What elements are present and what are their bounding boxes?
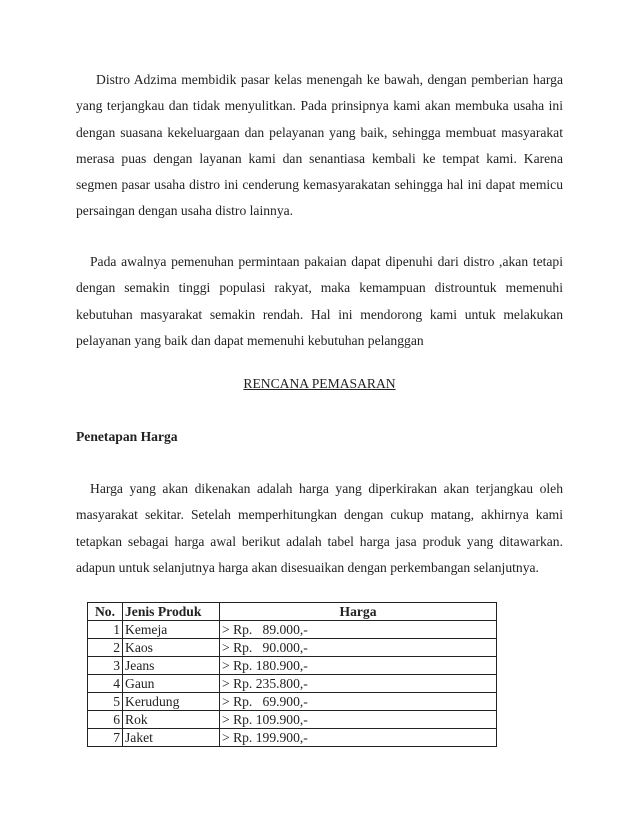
row-no: 1 — [88, 621, 123, 639]
row-price: > Rp. 180.900,- — [220, 657, 497, 675]
row-product: Jeans — [123, 657, 220, 675]
row-product: Kemeja — [123, 621, 220, 639]
row-product: Jaket — [123, 729, 220, 747]
pricing-section-heading: Penetapan Harga — [76, 429, 178, 444]
price-table — [87, 602, 497, 747]
price-table-header-row — [88, 603, 497, 621]
table-row — [88, 711, 497, 729]
row-no: 2 — [88, 639, 123, 657]
row-no: 7 — [88, 729, 123, 747]
paragraph-pricing — [76, 476, 563, 581]
row-price: > Rp. 109.900,- — [220, 711, 497, 729]
row-price: > Rp. 89.000,- — [220, 621, 497, 639]
paragraph-demand — [76, 249, 563, 354]
row-price: > Rp. 235.800,- — [220, 675, 497, 693]
table-row — [88, 729, 497, 747]
row-product: Gaun — [123, 675, 220, 693]
row-price: > Rp. 69.900,- — [220, 693, 497, 711]
marketing-plan-heading: RENCANA PEMASARAN — [243, 376, 396, 391]
row-price: > Rp. 90.000,- — [220, 639, 497, 657]
table-row — [88, 657, 497, 675]
table-row — [88, 621, 497, 639]
row-no: 5 — [88, 693, 123, 711]
row-no: 3 — [88, 657, 123, 675]
row-price: > Rp. 199.900,- — [220, 729, 497, 747]
row-product: Kaos — [123, 639, 220, 657]
paragraph-pricing-text: Harga yang akan dikenakan adalah harga yang diperkirakan akan terjangkau oleh masyarakat sekitar. Setelah memperhitungkan dengan cukup matang, akhirnya kami tetapkan sebagai harga awal berikut adalah tabel harga jasa produk yang ditawarkan. adapun untuk selanjutnya harga akan disesuaikan dengan perkembangan selanjutnya. — [76, 481, 563, 575]
header-price: Harga — [220, 603, 497, 621]
paragraph-demand-text: Pada awalnya pemenuhan permintaan pakaian dapat dipenuhi dari distro ,akan tetapi dengan semakin tinggi populasi rakyat, maka kemampuan distrountuk memenuhi kebutuhan masyarakat semakin rendah. Hal ini mendorong kami untuk melakukan pelayanan yang baik dan dapat memenuhi kebutuhan pelanggan — [76, 254, 563, 348]
row-no: 6 — [88, 711, 123, 729]
header-no: No. — [88, 603, 123, 621]
paragraph-intro — [76, 67, 563, 225]
row-product: Kerudung — [123, 693, 220, 711]
row-product: Rok — [123, 711, 220, 729]
paragraph-intro-text: Distro Adzima membidik pasar kelas menengah ke bawah, dengan pemberian harga yang terjangkau dan tidak menyulitkan. Pada prinsipnya kami akan membuka usaha ini dengan suasana kekeluargaan dan pelayanan yang baik, sehingga membuat masyarakat merasa puas dengan layanan kami dan senantiasa kembali ke tempat kami. Karena segmen pasar usaha distro ini cenderung kemasyarakatan sehingga hal ini dapat memicu persaingan dengan usaha distro lainnya. — [76, 72, 563, 219]
table-row — [88, 675, 497, 693]
row-no: 4 — [88, 675, 123, 693]
table-row — [88, 639, 497, 657]
header-product: Jenis Produk — [123, 603, 220, 621]
table-row — [88, 693, 497, 711]
